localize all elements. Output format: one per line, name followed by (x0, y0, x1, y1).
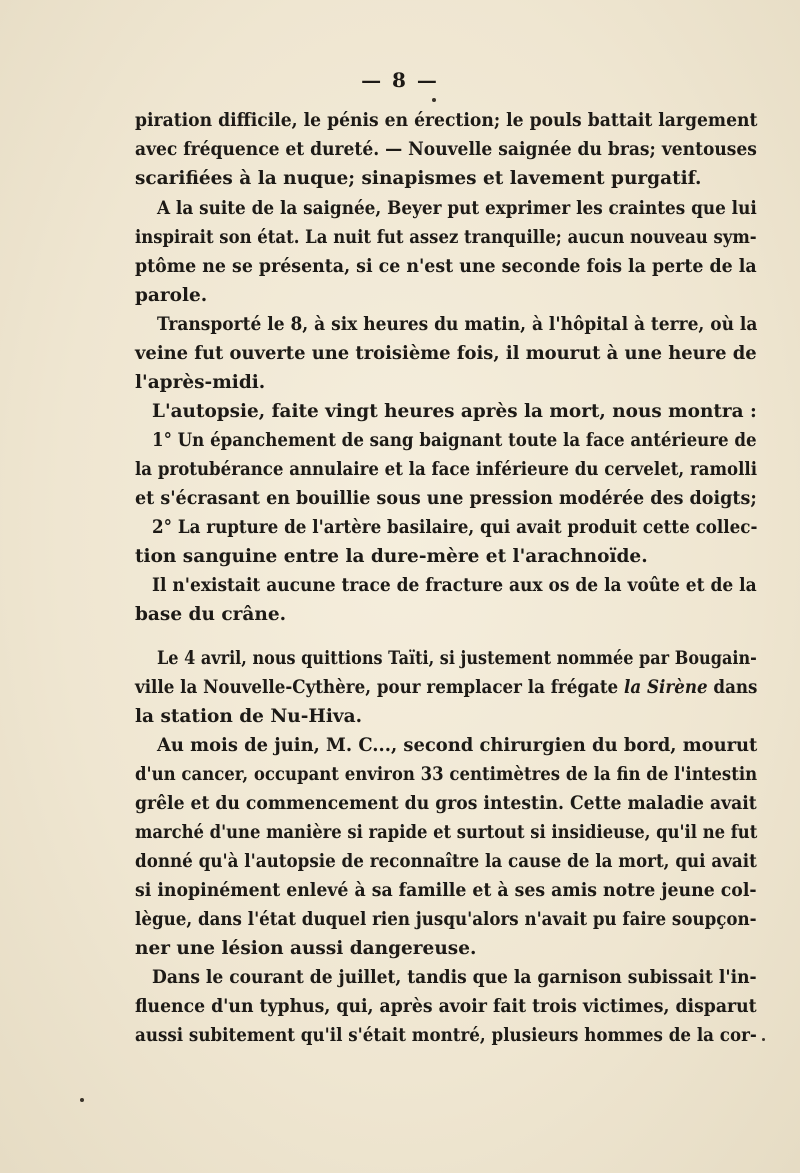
text-line: Dans le courant de juillet, tandis que la garnison subissait l'in- (152, 967, 757, 988)
text-line: d'un cancer, occupant environ 33 centimètres de la fin de l'intestin (135, 764, 758, 785)
text-line: et s'écrasant en bouillie sous une pression modérée des doigts; (135, 488, 757, 509)
text-line: 2° La rupture de l'artère basilaire, qui avait produit cette collec- (152, 517, 758, 538)
text-line: A la suite de la saignée, Beyer put exprimer les craintes que lui (157, 198, 757, 219)
text-line: base du crâne. (135, 604, 287, 625)
text-line: ville la Nouvelle-Cythère, pour remplacer la frégate la Sirène dans (135, 677, 758, 698)
paper-speck (762, 1038, 765, 1041)
text-line: avec fréquence et dureté. — Nouvelle saignée du bras; ventouses (135, 139, 757, 160)
text-line: marché d'une manière si rapide et surtout si insidieuse, qu'il ne fut (135, 822, 758, 843)
text-line: 1° Un épanchement de sang baignant toute la face antérieure de (152, 430, 757, 451)
text-line: la station de Nu-Hiva. (135, 706, 363, 727)
text-line: lègue, dans l'état duquel rien jusqu'alors n'avait pu faire soupçon- (135, 909, 757, 930)
text-line: parole. (135, 285, 208, 306)
text-line: donné qu'à l'autopsie de reconnaître la cause de la mort, qui avait (135, 851, 757, 872)
text-line: inspirait son état. La nuit fut assez tranquille; aucun nouveau sym- (135, 227, 757, 248)
text-line: tion sanguine entre la dure-mère et l'arachnoïde. (135, 546, 648, 567)
text-line: piration difficile, le pénis en érection; le pouls battait largement (135, 110, 758, 131)
text-line: Le 4 avril, nous quittions Taïti, si justement nommée par Bougain- (157, 648, 757, 669)
text-line: ptôme ne se présenta, si ce n'est une seconde fois la perte de la (135, 256, 757, 277)
ship-name: la Sirène (624, 677, 708, 698)
text-line: fluence d'un typhus, qui, après avoir fait trois victimes, disparut (135, 996, 757, 1017)
paper-speck (80, 1098, 84, 1102)
text-line: si inopinément enlevé à sa famille et à ses amis notre jeune col- (135, 880, 757, 901)
text-line: scarifiées à la nuque; sinapismes et lavement purgatif. (135, 168, 702, 189)
paper-speck (432, 98, 436, 102)
text-line: Au mois de juin, M. C..., second chirurgien du bord, mourut (157, 735, 758, 756)
text-line: grêle et du commencement du gros intestin. Cette maladie avait (135, 793, 757, 814)
text-line: Transporté le 8, à six heures du matin, à l'hôpital à terre, où la (157, 314, 758, 335)
text-line: L'autopsie, faite vingt heures après la mort, nous montra : (152, 401, 757, 422)
page-number: — 8 — (361, 68, 439, 92)
text-line: veine fut ouverte une troisième fois, il mourut à une heure de (135, 343, 757, 364)
text-line: Il n'existait aucune trace de fracture aux os de la voûte et de la (152, 575, 757, 596)
text-line: aussi subitement qu'il s'était montré, plusieurs hommes de la cor- (135, 1025, 757, 1046)
text-line: ner une lésion aussi dangereuse. (135, 938, 477, 959)
text-line: l'après-midi. (135, 372, 266, 393)
text-line: la protubérance annulaire et la face inférieure du cervelet, ramolli (135, 459, 758, 480)
